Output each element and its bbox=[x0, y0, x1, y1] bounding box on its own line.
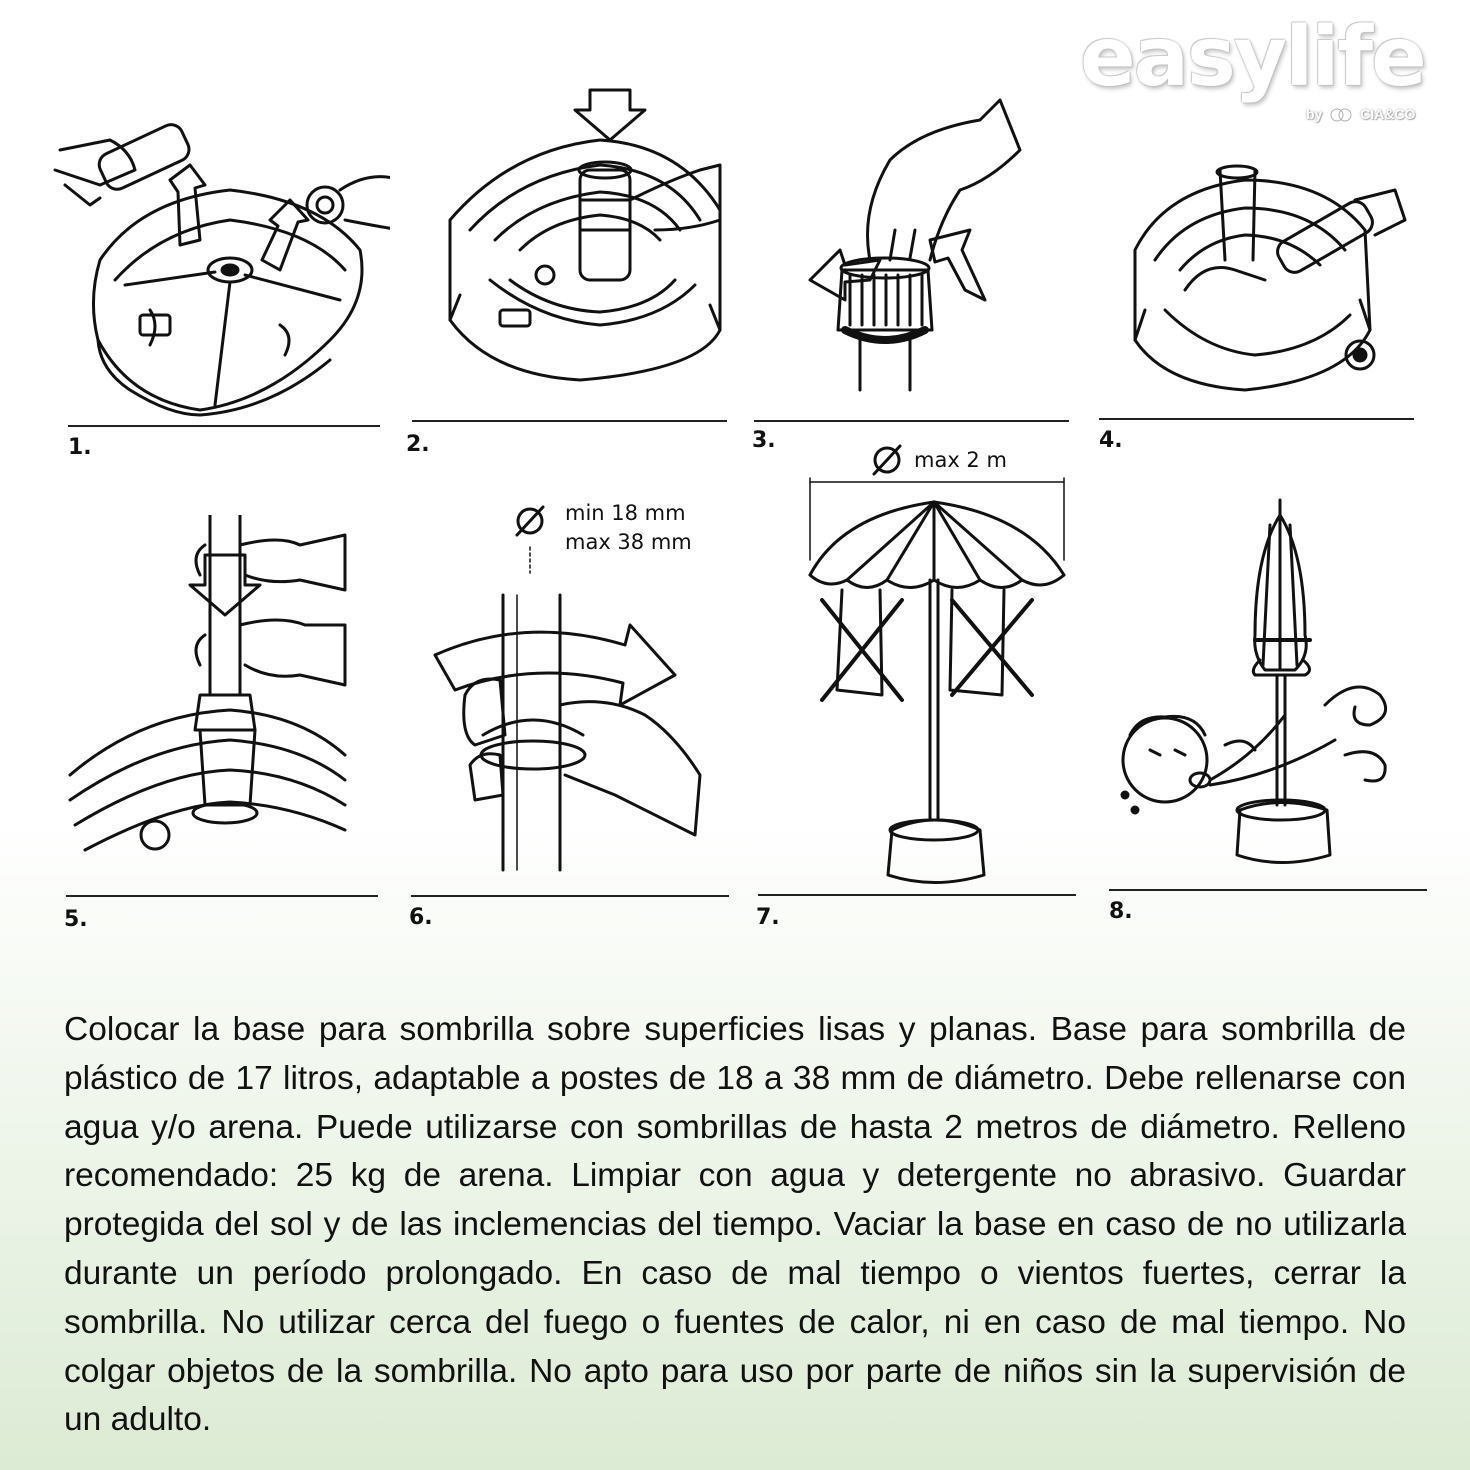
step-4-number: 4. bbox=[1099, 428, 1123, 453]
step-1 bbox=[40, 110, 390, 470]
step-3 bbox=[750, 90, 1080, 470]
step-2-rule bbox=[412, 420, 727, 422]
step-8 bbox=[1105, 495, 1435, 945]
step-6 bbox=[405, 495, 735, 945]
step-2-illustration bbox=[400, 80, 740, 420]
pole-diameter-range-label bbox=[565, 499, 692, 557]
step-5-number: 5. bbox=[64, 907, 88, 932]
step-4-illustration bbox=[1095, 160, 1425, 410]
brand-by: by bbox=[1306, 106, 1323, 122]
step-2-number: 2. bbox=[406, 432, 430, 457]
brand-name: easylife bbox=[1080, 10, 1425, 105]
step-6-rule bbox=[411, 895, 729, 897]
step-2 bbox=[400, 80, 740, 470]
step-5-illustration bbox=[60, 515, 390, 875]
step-1-number: 1. bbox=[68, 435, 92, 460]
step-3-rule bbox=[754, 420, 1069, 422]
brand-rings-icon bbox=[1328, 107, 1354, 123]
brand-maker: CIA&CO bbox=[1360, 106, 1416, 122]
pole-diameter-max: max 38 mm bbox=[565, 530, 692, 554]
step-1-rule bbox=[68, 425, 380, 427]
product-description: Colocar la base para sombrilla sobre superficies lisas y planas. Base para sombrilla de plástico de 17 litros, adaptable a postes de 18 a 38 mm de diámetro. Debe rellenarse con agua y/o arena. Puede utilizarse con sombrillas de hasta 2 metros de diámetro. Relleno recomendado: 25 kg de arena. Limpiar con agua y detergente no abrasivo. Guardar protegida del sol y de las inclemencias del tiempo. Vaciar la base en caso de no utilizarla durante un período prolongado. En caso de mal tiempo o vientos fuertes, cerrar la sombrilla. No utilizar cerca del fuego o fuentes de calor, ni en caso de mal tiempo. No colgar objetos de la sombrilla. No apto para uso por parte de niños sin la supervisión de un adulto. bbox=[64, 1011, 1406, 1439]
umbrella-max-diameter-label: max 2 m bbox=[914, 448, 1007, 472]
brand-maker-line bbox=[1306, 106, 1415, 123]
brand-logo bbox=[1080, 10, 1450, 130]
step-4-rule bbox=[1099, 418, 1414, 420]
step-7-illustration bbox=[752, 440, 1082, 890]
pole-diameter-min: min 18 mm bbox=[565, 501, 686, 525]
step-8-rule bbox=[1109, 889, 1427, 891]
step-3-illustration bbox=[750, 90, 1080, 400]
step-8-number: 8. bbox=[1109, 899, 1133, 924]
step-1-illustration bbox=[40, 110, 390, 430]
step-6-number: 6. bbox=[409, 905, 433, 930]
step-4 bbox=[1095, 160, 1425, 470]
step-7-rule bbox=[758, 894, 1076, 896]
step-5-rule bbox=[66, 895, 378, 897]
step-3-number: 3. bbox=[752, 428, 776, 453]
step-7 bbox=[752, 440, 1082, 945]
step-5 bbox=[60, 515, 390, 945]
step-8-illustration bbox=[1105, 495, 1435, 885]
step-7-number: 7. bbox=[756, 905, 780, 930]
